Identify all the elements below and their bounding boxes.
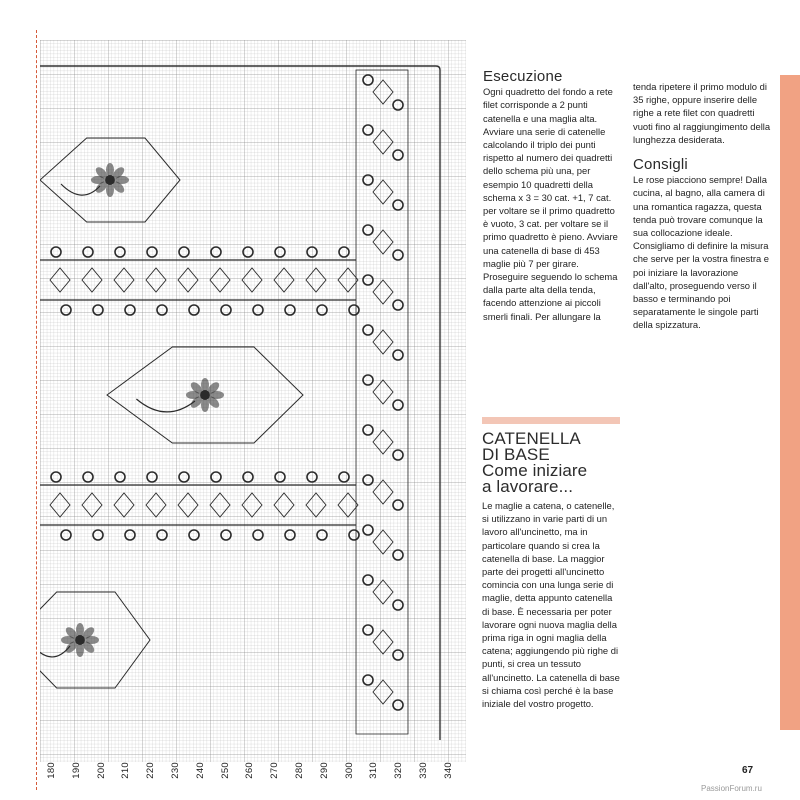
flower-petal bbox=[106, 163, 114, 177]
scale-number: 240 bbox=[194, 762, 206, 779]
scale-number: 180 bbox=[46, 762, 57, 779]
scale-number: 190 bbox=[70, 762, 82, 779]
flower-petal bbox=[201, 398, 209, 412]
scale-number: 260 bbox=[244, 762, 256, 779]
consigli-heading: Consigli bbox=[633, 156, 688, 174]
flower-center bbox=[75, 635, 85, 645]
watermark: PassionForum.ru bbox=[701, 784, 762, 793]
scale-number: 220 bbox=[145, 762, 157, 779]
page-number: 67 bbox=[742, 765, 754, 776]
scale-number: 230 bbox=[170, 762, 181, 779]
scale-number: 200 bbox=[95, 762, 107, 779]
scale-number: 340 bbox=[442, 762, 454, 779]
scale-number: 280 bbox=[294, 762, 305, 779]
scale-number: 300 bbox=[343, 762, 355, 779]
esecuzione-section bbox=[483, 70, 618, 323]
scale-number: 250 bbox=[219, 762, 231, 779]
catenella-subtitle-line2: a lavorare... bbox=[482, 477, 574, 496]
esecuzione-text: Ogni quadretto del fondo a rete filet corrisponde a 2 punti catenella e una maglia alta. Avviare una serie di catenelle calcolando il triplo dei punti rispetto al numero dei quadretti dello schema più una, per esempio 10 quadretti della schema x 3 = 30 cat. +1, 7 cat. per voltare se il primo quadretto è vuoto, 3 cat. per voltare se il primo quadretto è pieno. Avviare una catenella di base di 453 maglie più 7 per girare. Proseguire seguendo lo schema dalla parte alta della tenda, facendo attenzione ai piccoli smerli finali. Per allungare la bbox=[483, 86, 618, 322]
flower-center bbox=[105, 175, 115, 185]
accent-side-bar bbox=[780, 75, 800, 730]
scale-number: 210 bbox=[120, 762, 132, 779]
right-column bbox=[633, 80, 773, 332]
consigli-text: Le rose piacciono sempre! Dalla cucina, al bagno, alla camera di una romantica ragazza, questa tenda può trovare comunque la sua collocazione ideale. Consigliamo di definire la misura che serve per la vostra finestra e poi iniziare la lavorazione dall'alto, proseguendo verso il basso e terminando poi separatamente le singole parti della spizzatura. bbox=[633, 174, 770, 331]
scale-number: 270 bbox=[269, 762, 281, 779]
flower-petal bbox=[106, 183, 114, 197]
scale-number: 320 bbox=[393, 762, 405, 779]
flower-center bbox=[200, 390, 210, 400]
catenella-section bbox=[482, 431, 622, 710]
filet-crochet-chart bbox=[40, 40, 466, 762]
chart-scale-numbers bbox=[40, 760, 466, 794]
flower-petal bbox=[201, 378, 209, 392]
catenella-title-line1: CATENELLA bbox=[482, 429, 581, 448]
catenella-text: Le maglie a catena, o catenelle, si utilizzano in varie parti di un lavoro all'uncinetto, ma in particolare quando si crea la catenella di base. La maggior parte dei progetti all'uncinetto comincia con una lunga serie di maglie, detta appunto catenella di base. È necessaria per poter lavorare ogni nuova maglia della prima riga in ogni maglia della catena; aggiungendo più righe di punti, si crea un tessuto all'uncinetto. La catenella di base si chiama così perché è la base iniziale del vostro progetto. bbox=[482, 500, 620, 710]
scale-number: 310 bbox=[368, 762, 380, 779]
scale-number: 290 bbox=[318, 762, 330, 779]
section-divider bbox=[482, 417, 620, 424]
flower-petal bbox=[76, 643, 84, 657]
margin-guide-line bbox=[36, 30, 37, 790]
catenella-title-line2: DI BASE bbox=[482, 445, 550, 464]
esecuzione-continued-text: tenda ripetere il primo modulo di 35 righe, oppure inserire delle righe a rete filet con quadretti vuoti fino al raggiungimento della lunghezza desiderata. bbox=[633, 81, 771, 145]
flower-petal bbox=[76, 623, 84, 637]
catenella-subtitle-line1: Come iniziare bbox=[482, 461, 588, 480]
esecuzione-heading: Esecuzione bbox=[483, 68, 563, 85]
scale-number: 330 bbox=[418, 762, 429, 779]
